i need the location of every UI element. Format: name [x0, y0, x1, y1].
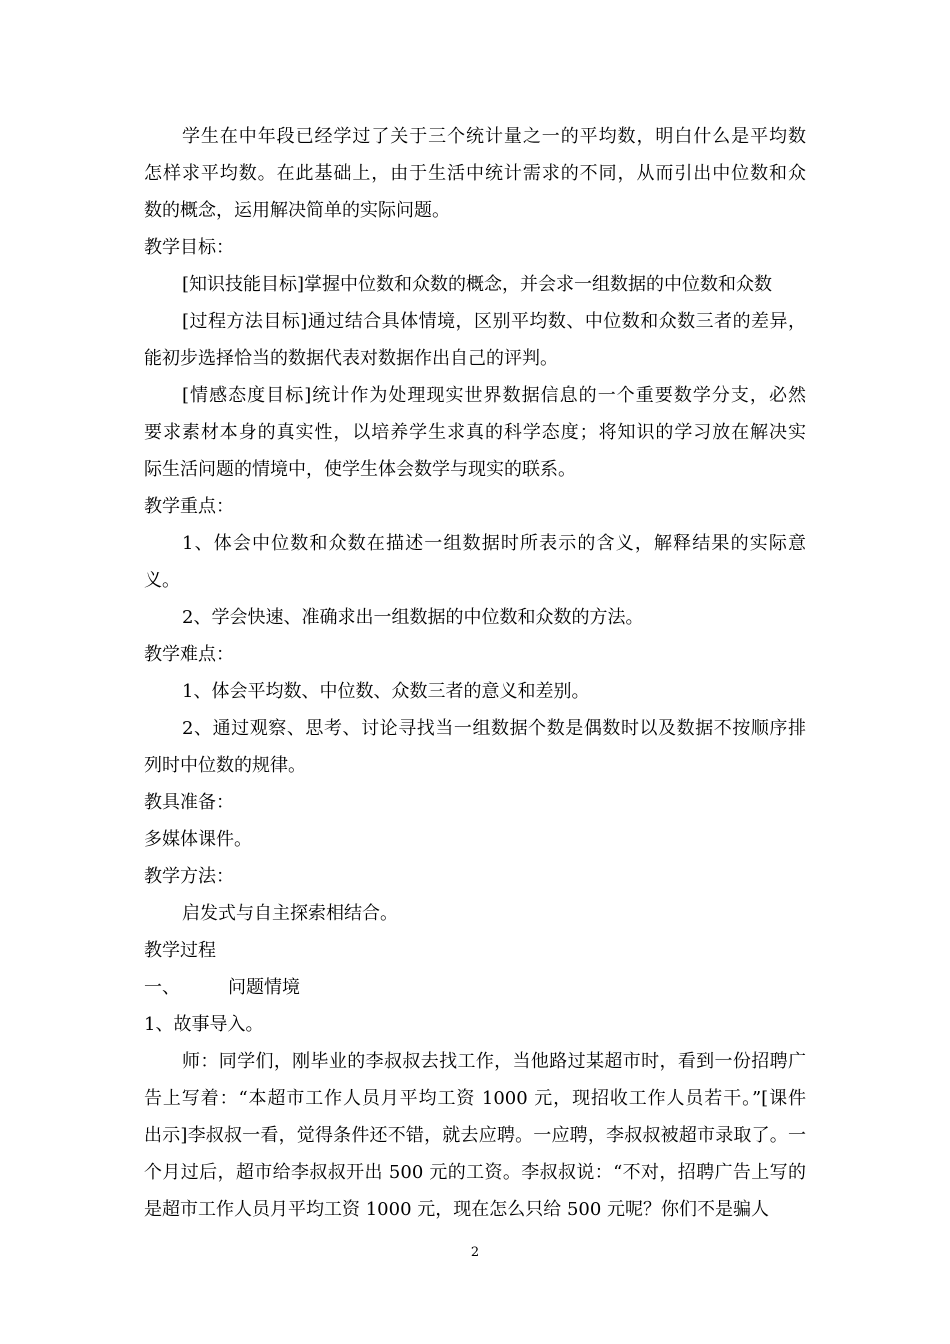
goal-attitude-line-3: 际生活问题的情境中，使学生体会数学与现实的联系。 — [144, 459, 576, 480]
story-heading: 1、故事导入。 — [144, 1014, 264, 1035]
difficulty-2-line-1: 2、通过观察、思考、讨论寻找当一组数据个数是偶数时以及数据不按顺序排 — [182, 718, 806, 739]
difficulty-2-line-2: 列时中位数的规律。 — [144, 755, 306, 776]
page-number: 2 — [470, 1245, 480, 1260]
intro-line-1: 学生在中年段已经学过了关于三个统计量之一的平均数，明白什么是平均数 — [182, 126, 806, 147]
goal-attitude-line-1: [情感态度目标]统计作为处理现实世界数据信息的一个重要数学分支，必然 — [182, 385, 806, 406]
goal-process-line-2: 能初步选择恰当的数据代表对数据作出自己的评判。 — [144, 348, 558, 369]
intro-line-3: 数的概念，运用解决简单的实际问题。 — [144, 200, 450, 221]
key-points-heading: 教学重点： — [144, 496, 234, 517]
goal-attitude-line-2: 要求素材本身的真实性，以培养学生求真的科学态度；将知识的学习放在解决实 — [144, 422, 806, 443]
key-point-1-line-2: 义。 — [144, 570, 180, 591]
process-heading: 教学过程 — [144, 940, 216, 961]
key-point-1-line-1: 1、体会中位数和众数在描述一组数据时所表示的含义，解释结果的实际意 — [182, 533, 806, 554]
goals-heading: 教学目标： — [144, 237, 234, 258]
key-point-2: 2、学会快速、准确求出一组数据的中位数和众数的方法。 — [182, 607, 644, 628]
intro-line-2: 怎样求平均数。在此基础上，由于生活中统计需求的不同，从而引出中位数和众 — [144, 163, 806, 184]
method-text: 启发式与自主探索相结合。 — [182, 903, 398, 924]
story-line-4: 个月过后，超市给李叔叔开出 500 元的工资。李叔叔说：“不对，招聘广告上写的 — [144, 1162, 806, 1183]
difficulty-1: 1、体会平均数、中位数、众数三者的意义和差别。 — [182, 681, 590, 702]
tools-text: 多媒体课件。 — [144, 829, 252, 850]
story-line-1: 师：同学们，刚毕业的李叔叔去找工作，当他路过某超市时，看到一份招聘广 — [182, 1051, 806, 1072]
difficulty-heading: 教学难点： — [144, 644, 234, 665]
story-line-2: 告上写着：“本超市工作人员月平均工资 1000 元，现招收工作人员若干。”[课件 — [144, 1088, 806, 1109]
tools-heading: 教具准备： — [144, 792, 234, 813]
goal-knowledge-line-1: [知识技能目标]掌握中位数和众数的概念，并会求一组数据的中位数和众数 — [182, 274, 773, 295]
story-line-5: 是超市工作人员月平均工资 1000 元，现在怎么只给 500 元呢？你们不是骗人 — [144, 1199, 770, 1220]
section-one-heading — [144, 973, 300, 1003]
section-one-number: 一、 — [144, 977, 180, 998]
method-heading: 教学方法： — [144, 866, 234, 887]
story-line-3: 出示]李叔叔一看，觉得条件还不错，就去应聘。一应聘，李叔叔被超市录取了。一 — [144, 1125, 806, 1146]
section-one-title: 问题情境 — [228, 977, 300, 998]
goal-process-line-1: [过程方法目标]通过结合具体情境，区别平均数、中位数和众数三者的差异， — [182, 311, 806, 332]
